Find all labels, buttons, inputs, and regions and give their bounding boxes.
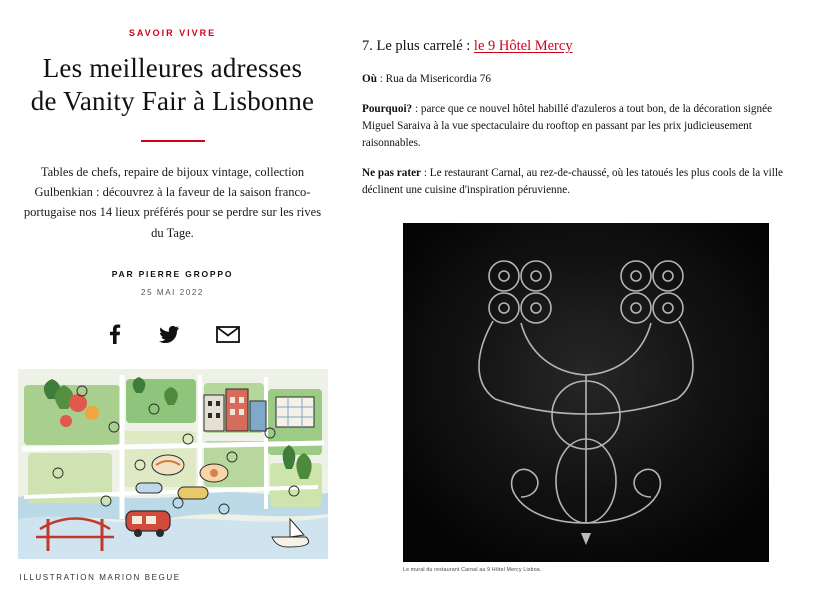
page-title — [31, 52, 314, 118]
headline-line-1: Les meilleures adresses — [42, 53, 303, 83]
why-value: : parce que ce nouvel hôtel habillé d'azuleros a tout bon, de la décoration signée Miguel Saraiva à la vue spectaculaire du rooftop en passant par les prix judicieusement raisonnables. — [362, 103, 773, 150]
lisbon-map-illustration — [18, 369, 328, 559]
dontmiss-paragraph — [362, 165, 801, 199]
illustration-block — [18, 369, 328, 582]
address-value: : Rua da Misericordia 76 — [376, 73, 491, 85]
dontmiss-label: Ne pas rater — [362, 167, 422, 180]
venue-link[interactable]: le 9 Hôtel Mercy — [473, 38, 573, 54]
author-byline: PAR PIERRE GROPPO — [111, 268, 234, 279]
why-label: Pourquoi? — [362, 103, 413, 116]
entry-heading — [362, 38, 801, 55]
article-header-column — [0, 0, 345, 611]
dark-mural-photo — [403, 223, 769, 562]
photo-caption: Le mural du restaurant Carnal au 9 Hôtel Mercy Lisboa. — [403, 567, 542, 574]
headline-line-2: de Vanity Fair à Lisbonne — [30, 85, 315, 116]
publish-date: 25 MAI 2022 — [141, 287, 204, 297]
facebook-icon[interactable] — [106, 323, 122, 345]
photo-block — [403, 223, 769, 573]
entry-number-label: 7. Le plus carrelé : — [362, 38, 474, 54]
dontmiss-value: : Le restaurant Carnal, au rez-de-chaussé, où les tatoués les plus cools de la ville déclinent une cuisine d'inspiration péruvienne. — [362, 167, 783, 197]
accent-divider — [141, 140, 205, 142]
address-label: Où — [362, 73, 377, 85]
article-standfirst: Tables de chefs, repaire de bijoux vintage, collection Gulbenkian : découvrez à la faveur de la saison franco-portugaise nos 14 lieux préférés pour se perdre sur les rives du Tage. — [23, 164, 322, 240]
address-paragraph — [362, 71, 801, 88]
twitter-icon[interactable] — [158, 324, 180, 344]
illustration-credit: ILLUSTRATION MARION BEGUE — [19, 572, 181, 582]
article-body-column — [345, 0, 821, 611]
email-icon[interactable] — [216, 325, 240, 343]
share-bar — [106, 323, 240, 345]
section-kicker: SAVOIR VIVRE — [128, 28, 217, 38]
why-paragraph — [362, 101, 801, 152]
